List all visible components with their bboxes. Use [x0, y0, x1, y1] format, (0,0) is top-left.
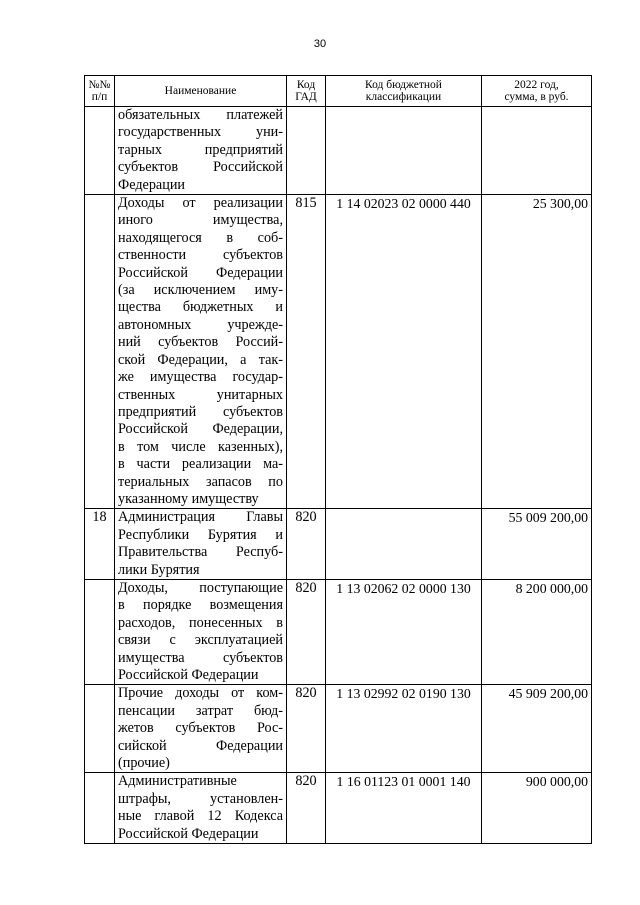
row-name-line: Правительства Респуб-	[118, 544, 283, 561]
header-gad	[287, 76, 326, 107]
table-row	[85, 107, 592, 195]
row-amount: 55 009 200,00	[482, 509, 592, 580]
row-name-line: Российской Федерации	[118, 825, 259, 842]
table-row	[85, 195, 592, 509]
row-name-line: расходов, понесенных в	[118, 614, 283, 631]
row-number	[85, 579, 115, 684]
row-gad-code: 820	[287, 685, 326, 773]
row-budget-code: 1 16 01123 01 0001 140	[326, 773, 482, 844]
row-name-line: в порядке возмещения	[118, 597, 283, 614]
row-name-line: предприятий субъектов	[118, 403, 283, 420]
header-kbk-line: Код бюджетной	[365, 79, 442, 91]
row-name-line: (прочие)	[118, 755, 170, 772]
header-num-line: №№	[88, 79, 111, 91]
row-name-line: штрафы, установлен-	[118, 790, 283, 807]
row-name-line: ской Федерации, а так-	[118, 351, 283, 368]
row-name-line: имущества субъектов	[118, 649, 283, 666]
row-name	[115, 195, 287, 509]
header-sum-line: 2022 год,	[514, 79, 559, 91]
row-number	[85, 195, 115, 509]
row-name-line: ний субъектов Россий-	[118, 334, 283, 351]
row-name-line: Российской Федерации,	[118, 421, 283, 438]
header-num-line: п/п	[91, 91, 108, 103]
row-name-line: же имущества государ-	[118, 369, 283, 386]
table-row	[85, 773, 592, 844]
row-gad-code: 820	[287, 509, 326, 580]
table-row	[85, 685, 592, 773]
row-name-line: ственности субъектов	[118, 247, 283, 264]
row-name-line: пенсации затрат бюд-	[118, 702, 283, 719]
row-name-line: щества бюджетных и	[118, 299, 283, 316]
row-gad-code: 820	[287, 579, 326, 684]
row-name	[115, 773, 287, 844]
table-body	[85, 107, 592, 844]
header-sum-line: сумма, в руб.	[504, 91, 569, 103]
row-name	[115, 685, 287, 773]
header-num	[85, 76, 115, 107]
row-amount	[482, 107, 592, 195]
header-kbk	[326, 76, 482, 107]
row-name-line: обязательных платежей	[118, 107, 283, 123]
header-sum	[482, 76, 592, 107]
row-budget-code: 1 14 02023 02 0000 440	[326, 195, 482, 509]
row-name-line: Республики Бурятия и	[118, 526, 283, 543]
row-budget-code: 1 13 02992 02 0190 130	[326, 685, 482, 773]
row-name-line: жетов субъектов Рос-	[118, 720, 283, 737]
row-name-line: Федерации	[118, 176, 186, 193]
row-gad-code: 820	[287, 773, 326, 844]
row-name-line: сийской Федерации	[118, 737, 283, 754]
row-budget-code	[326, 509, 482, 580]
row-gad-code: 815	[287, 195, 326, 509]
row-name-line: автономных учрежде-	[118, 316, 283, 333]
budget-table	[84, 75, 592, 844]
row-name-line: государственных уни-	[118, 124, 283, 141]
row-name-line: ные главой 12 Кодекса	[118, 808, 283, 825]
row-number	[85, 107, 115, 195]
row-amount: 45 909 200,00	[482, 685, 592, 773]
row-number	[85, 685, 115, 773]
row-name-line: Российской Федерации	[118, 264, 283, 281]
header-kbk-line: классификации	[365, 91, 442, 103]
table-row	[85, 579, 592, 684]
header-name: Наименование	[115, 76, 287, 107]
row-budget-code: 1 13 02062 02 0000 130	[326, 579, 482, 684]
row-name-line: (за исключением иму-	[118, 282, 283, 299]
row-name-line: териальных запасов по	[118, 473, 283, 490]
row-name-line: Российской Федерации	[118, 667, 259, 683]
row-name-line: Административные	[118, 773, 237, 790]
row-number	[85, 773, 115, 844]
row-amount: 900 000,00	[482, 773, 592, 844]
header-gad-line: Код	[296, 79, 316, 91]
row-name	[115, 107, 287, 195]
row-name-line: указанному имуществу	[118, 490, 259, 507]
row-name-line: тарных предприятий	[118, 141, 283, 158]
table-header-row	[85, 76, 592, 107]
row-name-line: лики Бурятия	[118, 561, 200, 578]
row-amount: 8 200 000,00	[482, 579, 592, 684]
row-number: 18	[85, 509, 115, 580]
row-name	[115, 579, 287, 684]
row-name-line: Доходы от реализации	[118, 195, 283, 212]
row-name-line: в том числе казенных),	[118, 438, 283, 455]
row-name-line: субъектов Российской	[118, 159, 283, 176]
row-amount: 25 300,00	[482, 195, 592, 509]
page-number: 30	[313, 38, 327, 50]
row-name-line: в части реализации ма-	[118, 456, 283, 473]
table-row	[85, 509, 592, 580]
header-gad-line: ГАД	[295, 91, 317, 103]
row-name-line: находящегося в соб-	[118, 229, 283, 246]
row-name-line: Администрация Главы	[118, 509, 283, 526]
row-name-line: связи с эксплуатацией	[118, 632, 283, 649]
row-name	[115, 509, 287, 580]
row-gad-code	[287, 107, 326, 195]
row-name-line: иного имущества,	[118, 212, 283, 229]
row-name-line: ственных унитарных	[118, 386, 283, 403]
row-name-line: Доходы, поступающие	[118, 579, 283, 596]
row-budget-code	[326, 107, 482, 195]
row-name-line: Прочие доходы от ком-	[118, 685, 283, 702]
